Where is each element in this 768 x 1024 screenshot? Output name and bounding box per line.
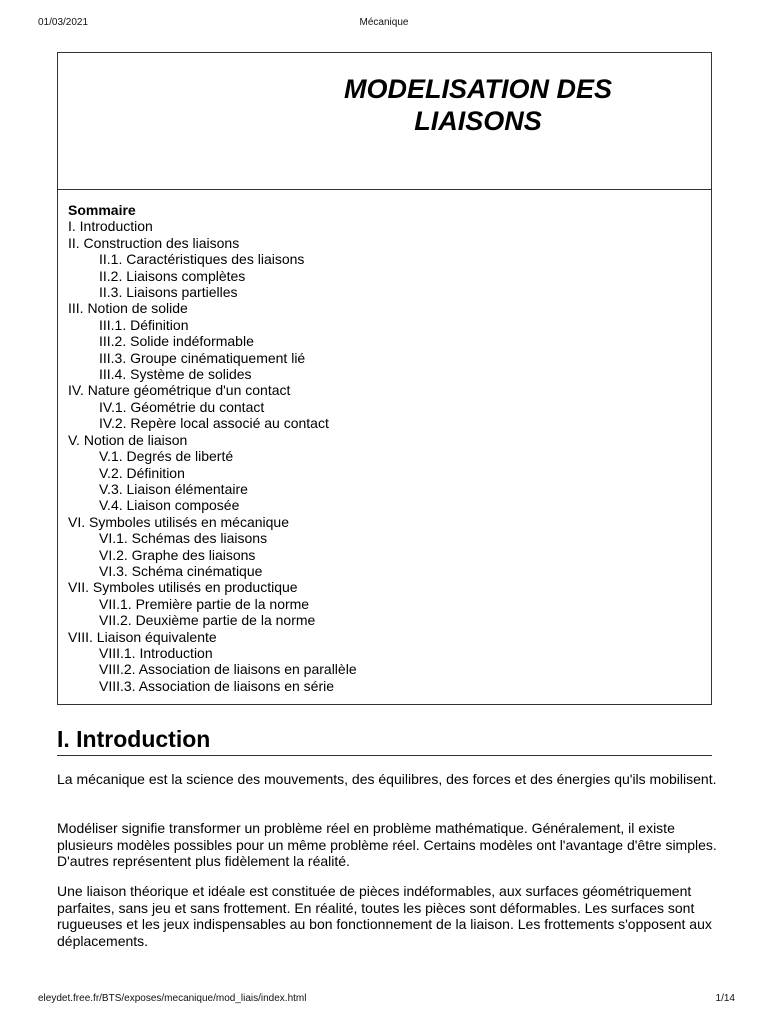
toc-heading: Sommaire xyxy=(68,202,136,218)
toc-subitem[interactable]: V.1. Degrés de liberté xyxy=(99,448,234,465)
toc-item[interactable]: III. Notion de solide xyxy=(68,300,188,317)
paragraph: La mécanique est la science des mouvements, des équilibres, des forces et des énergies qu'ils mobilisent. xyxy=(57,771,717,787)
toc-subitem[interactable]: IV.2. Repère local associé au contact xyxy=(99,415,329,432)
toc-subitem[interactable]: VI.1. Schémas des liaisons xyxy=(99,530,268,547)
document-title-line2: LIAISONS xyxy=(414,106,542,136)
paragraph: Une liaison théorique et idéale est constituée de pièces indéformables, aux surfaces géométriquement parfaites, sans jeu et sans frottement. En réalité, toutes les pièces sont déformables. Les surfaces sont rugueuses et les jeux indispensables au bon fonctionnement de la liaison. Les frottements s'opposent aux déplacements. xyxy=(57,883,712,949)
toc-item[interactable]: VI. Symboles utilisés en mécanique xyxy=(68,513,289,530)
page-number: 1/14 xyxy=(715,993,735,1004)
toc-item[interactable]: IV. Nature géométrique d'un contact xyxy=(68,382,291,399)
title-box xyxy=(57,52,712,190)
toc-subitem[interactable]: III.2. Solide indéformable xyxy=(99,333,254,350)
toc-subitem[interactable]: VI.3. Schéma cinématique xyxy=(99,562,263,579)
print-page-title: Mécanique xyxy=(359,17,409,28)
toc-subitem[interactable]: VII.2. Deuxième partie de la norme xyxy=(99,612,316,629)
toc-subitem[interactable]: III.3. Groupe cinématiquement lié xyxy=(99,349,306,366)
toc-item[interactable]: VIII. Liaison équivalente xyxy=(68,628,217,645)
print-url: eleydet.free.fr/BTS/exposes/mecanique/mod_liais/index.html xyxy=(38,993,307,1004)
toc-subitem[interactable]: VII.1. Première partie de la norme xyxy=(99,595,310,612)
toc-subitem[interactable]: II.2. Liaisons complètes xyxy=(99,267,246,284)
toc-list xyxy=(68,218,711,694)
section-title: I. Introduction xyxy=(57,724,712,756)
toc-subitem[interactable]: II.3. Liaisons partielles xyxy=(99,284,238,301)
toc-subitem[interactable]: VIII.1. Introduction xyxy=(99,644,213,661)
toc-subitem[interactable]: V.4. Liaison composée xyxy=(99,497,240,514)
toc-subitem[interactable]: IV.1. Géométrie du contact xyxy=(99,398,265,415)
toc-item[interactable]: V. Notion de liaison xyxy=(68,431,188,448)
toc-item[interactable]: II. Construction des liaisons xyxy=(68,234,240,251)
toc-subitem[interactable]: VIII.3. Association de liaisons en série xyxy=(99,677,335,694)
print-date: 01/03/2021 xyxy=(38,17,89,28)
toc-subitem[interactable]: VIII.2. Association de liaisons en parallèle xyxy=(99,661,357,678)
toc-subitem[interactable]: V.3. Liaison élémentaire xyxy=(99,480,248,497)
toc-subitem[interactable]: III.1. Définition xyxy=(99,316,189,333)
toc-subitem[interactable]: III.4. Système de solides xyxy=(99,366,252,383)
table-of-contents xyxy=(57,189,712,705)
toc-subitem[interactable]: II.1. Caractéristiques des liaisons xyxy=(99,251,305,268)
document-title xyxy=(308,73,648,137)
toc-item[interactable]: I. Introduction xyxy=(68,218,153,235)
document-title-line1: MODELISATION DES xyxy=(343,74,612,104)
paragraph: Modéliser signifie transformer un problème réel en problème mathématique. Généralement, il existe plusieurs modèles possibles pour un même problème réel. Certains modèles ont l'avantage d'être simples. D'autres représentent plus fidèlement la réalité. xyxy=(57,820,717,869)
toc-item[interactable]: VII. Symboles utilisés en productique xyxy=(68,579,298,596)
toc-subitem[interactable]: V.2. Définition xyxy=(99,464,185,481)
toc-subitem[interactable]: VI.2. Graphe des liaisons xyxy=(99,546,256,563)
